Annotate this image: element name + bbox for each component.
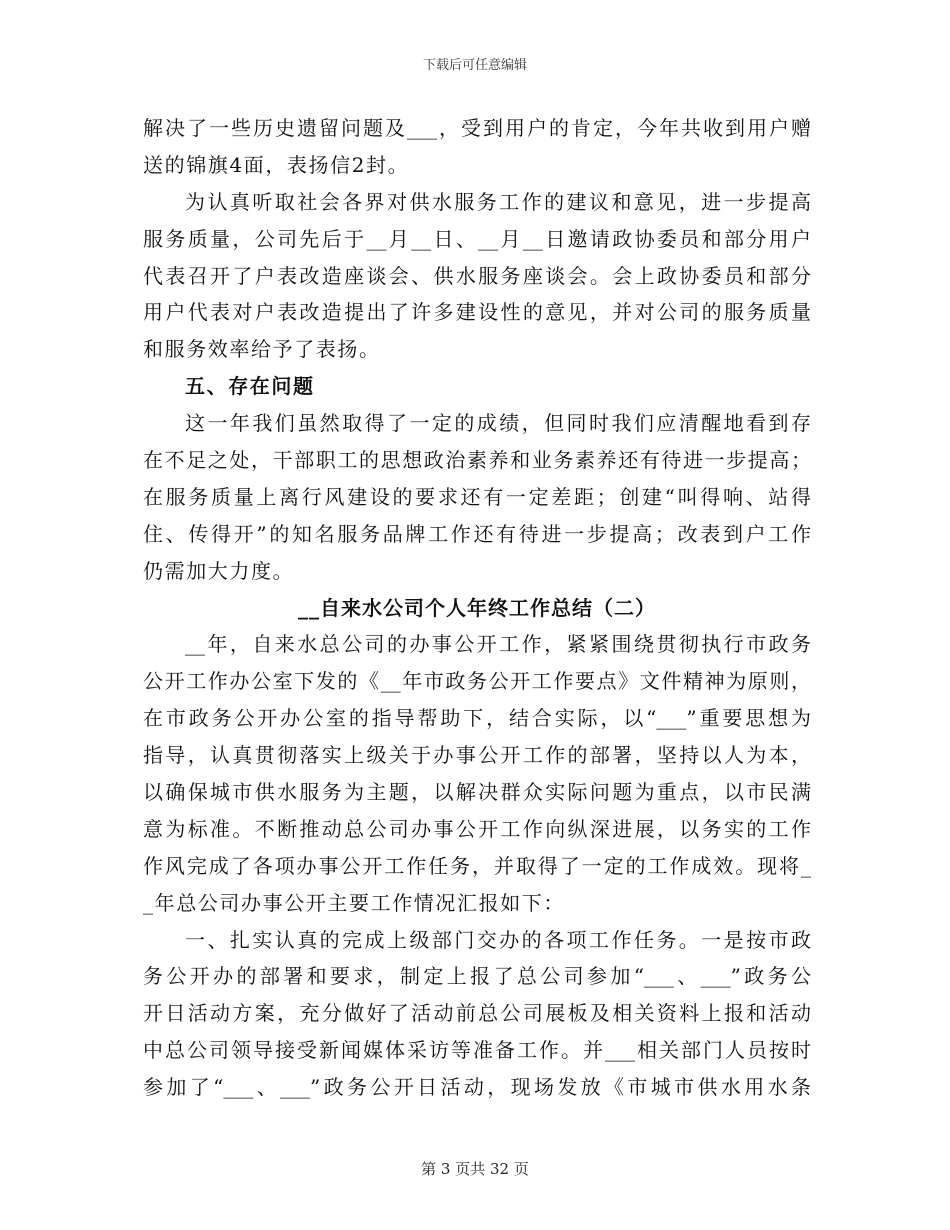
text-line: 参加了“___、___”政务公开日活动，现场发放《市城市供水用水条 <box>143 1075 811 1100</box>
text-line: 一、扎实认真的完成上级部门交办的各项工作任务。一是按市政 <box>185 927 811 952</box>
text-line: 这一年我们虽然取得了一定的成绩，但同时我们应清醒地看到存 <box>185 411 811 436</box>
text-line: 在市政务公开办公室的指导帮助下，结合实际，以“___”重要思想为 <box>143 706 811 731</box>
document-body <box>143 110 811 1106</box>
text-line: 公开工作办公室下发的《__年市政务公开工作要点》文件精神为原则， <box>143 669 811 694</box>
text-line: 用户代表对户表改造提出了许多建设性的意见，并对公司的服务质量 <box>143 300 811 325</box>
text-line: 中总公司领导接受新闻媒体采访等准备工作。并___相关部门人员按时 <box>143 1038 811 1063</box>
text-line: 务公开办的部署和要求，制定上报了总公司参加“___、___”政务公 <box>143 964 811 989</box>
text-line: 住、传得开”的知名服务品牌工作还有待进一步提高；改表到户工作 <box>143 521 811 546</box>
text-line: 送的锦旗4面，表扬信2封。 <box>143 152 410 177</box>
text-line: 仍需加大力度。 <box>143 558 295 583</box>
text-line: 在服务质量上离行风建设的要求还有一定差距；创建“叫得响、站得 <box>143 484 811 509</box>
section-title: __自来水公司个人年终工作总结（二） <box>298 595 656 620</box>
text-line: 作风完成了各项办事公开工作任务，并取得了一定的工作成效。现将_ <box>143 853 811 878</box>
text-line: 解决了一些历史遗留问题及___，受到用户的肯定，今年共收到用户赠 <box>143 116 811 140</box>
page-header: 下载后可任意编辑 <box>422 58 527 73</box>
text-line: 代表召开了户表改造座谈会、供水服务座谈会。会上政协委员和部分 <box>143 263 811 288</box>
page-footer: 第 3 页共 32 页 <box>421 1160 529 1178</box>
text-line: 开日活动方案，充分做好了活动前总公司展板及相关资料上报和活动 <box>143 1001 811 1026</box>
text-line: 意为标准。不断推动总公司办事公开工作向纵深进展，以务实的工作 <box>143 816 811 841</box>
section-heading: 五、存在问题 <box>185 374 315 399</box>
text-line: 在不足之处，干部职工的思想政治素养和业务素养还有待进一步提高； <box>143 448 811 473</box>
text-line: __年，自来水总公司的办事公开工作，紧紧围绕贯彻执行市政务 <box>185 632 811 657</box>
text-line: 服务质量，公司先后于__月__日、__月__日邀请政协委员和部分用户 <box>143 226 811 251</box>
text-line: 为认真听取社会各界对供水服务工作的建议和意见，进一步提高 <box>185 189 811 214</box>
text-line: 和服务效率给予了表扬。 <box>143 337 381 362</box>
text-line: 指导，认真贯彻落实上级关于办事公开工作的部署，坚持以人为本， <box>143 743 811 768</box>
text-line: _年总公司办事公开主要工作情况汇报如下： <box>143 890 565 915</box>
text-line: 以确保城市供水服务为主题，以解决群众实际问题为重点，以市民满 <box>143 780 811 805</box>
